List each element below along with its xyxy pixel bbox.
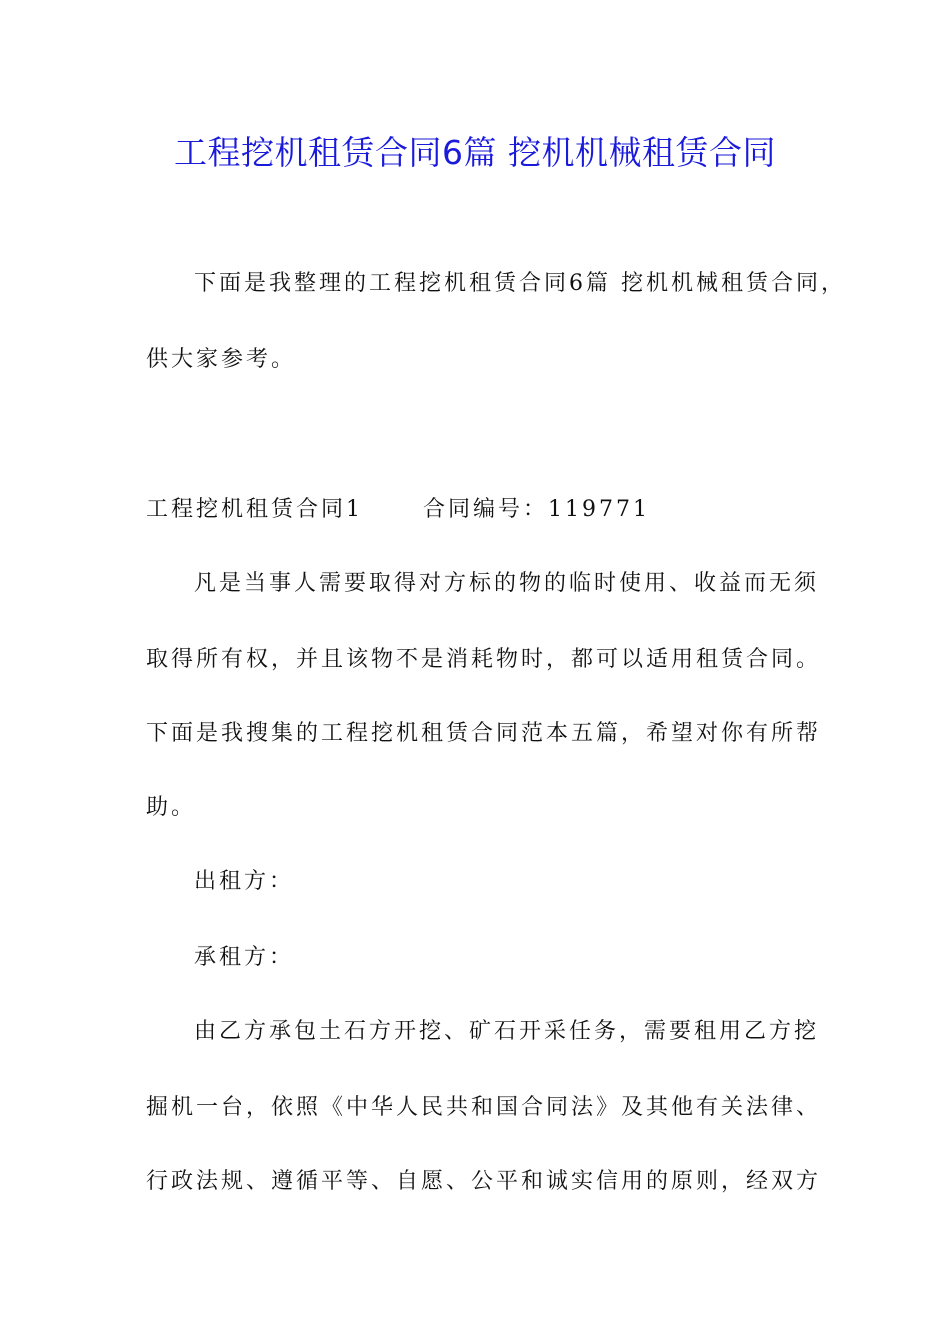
paragraph-1-line-4: 助。 [146, 795, 197, 820]
section-heading: 工程挖机租赁合同1 [146, 497, 363, 522]
paragraph-1-line-2: 取得所有权，并且该物不是消耗物时，都可以适用租赁合同。 [146, 647, 822, 672]
section-heading-row [146, 494, 650, 526]
intro-line-2: 供大家参考。 [146, 347, 297, 372]
document-title: 工程挖机租赁合同6篇 挖机机械租赁合同 [174, 133, 776, 172]
lessee-label: 承租方： [194, 945, 295, 970]
paragraph-2-line-2: 掘机一台，依照《中华人民共和国合同法》及其他有关法律、 [146, 1095, 822, 1120]
paragraph-1-line-1: 凡是当事人需要取得对方标的物的临时使用、收益而无须 [194, 571, 820, 596]
paragraph-2-line-1: 由乙方承包土石方开挖、矿石开采任务，需要租用乙方挖 [194, 1019, 820, 1044]
intro-line-1: 下面是我整理的工程挖机租赁合同6篇 挖机机械租赁合同， [194, 271, 846, 296]
contract-number: 119771 [548, 497, 650, 522]
paragraph-2-line-3: 行政法规、遵循平等、自愿、公平和诚实信用的原则，经双方 [146, 1169, 822, 1194]
contract-number-label: 合同编号： [423, 497, 549, 522]
paragraph-1-line-3: 下面是我搜集的工程挖机租赁合同范本五篇，希望对你有所帮 [146, 721, 822, 746]
lessor-label: 出租方： [194, 869, 295, 894]
